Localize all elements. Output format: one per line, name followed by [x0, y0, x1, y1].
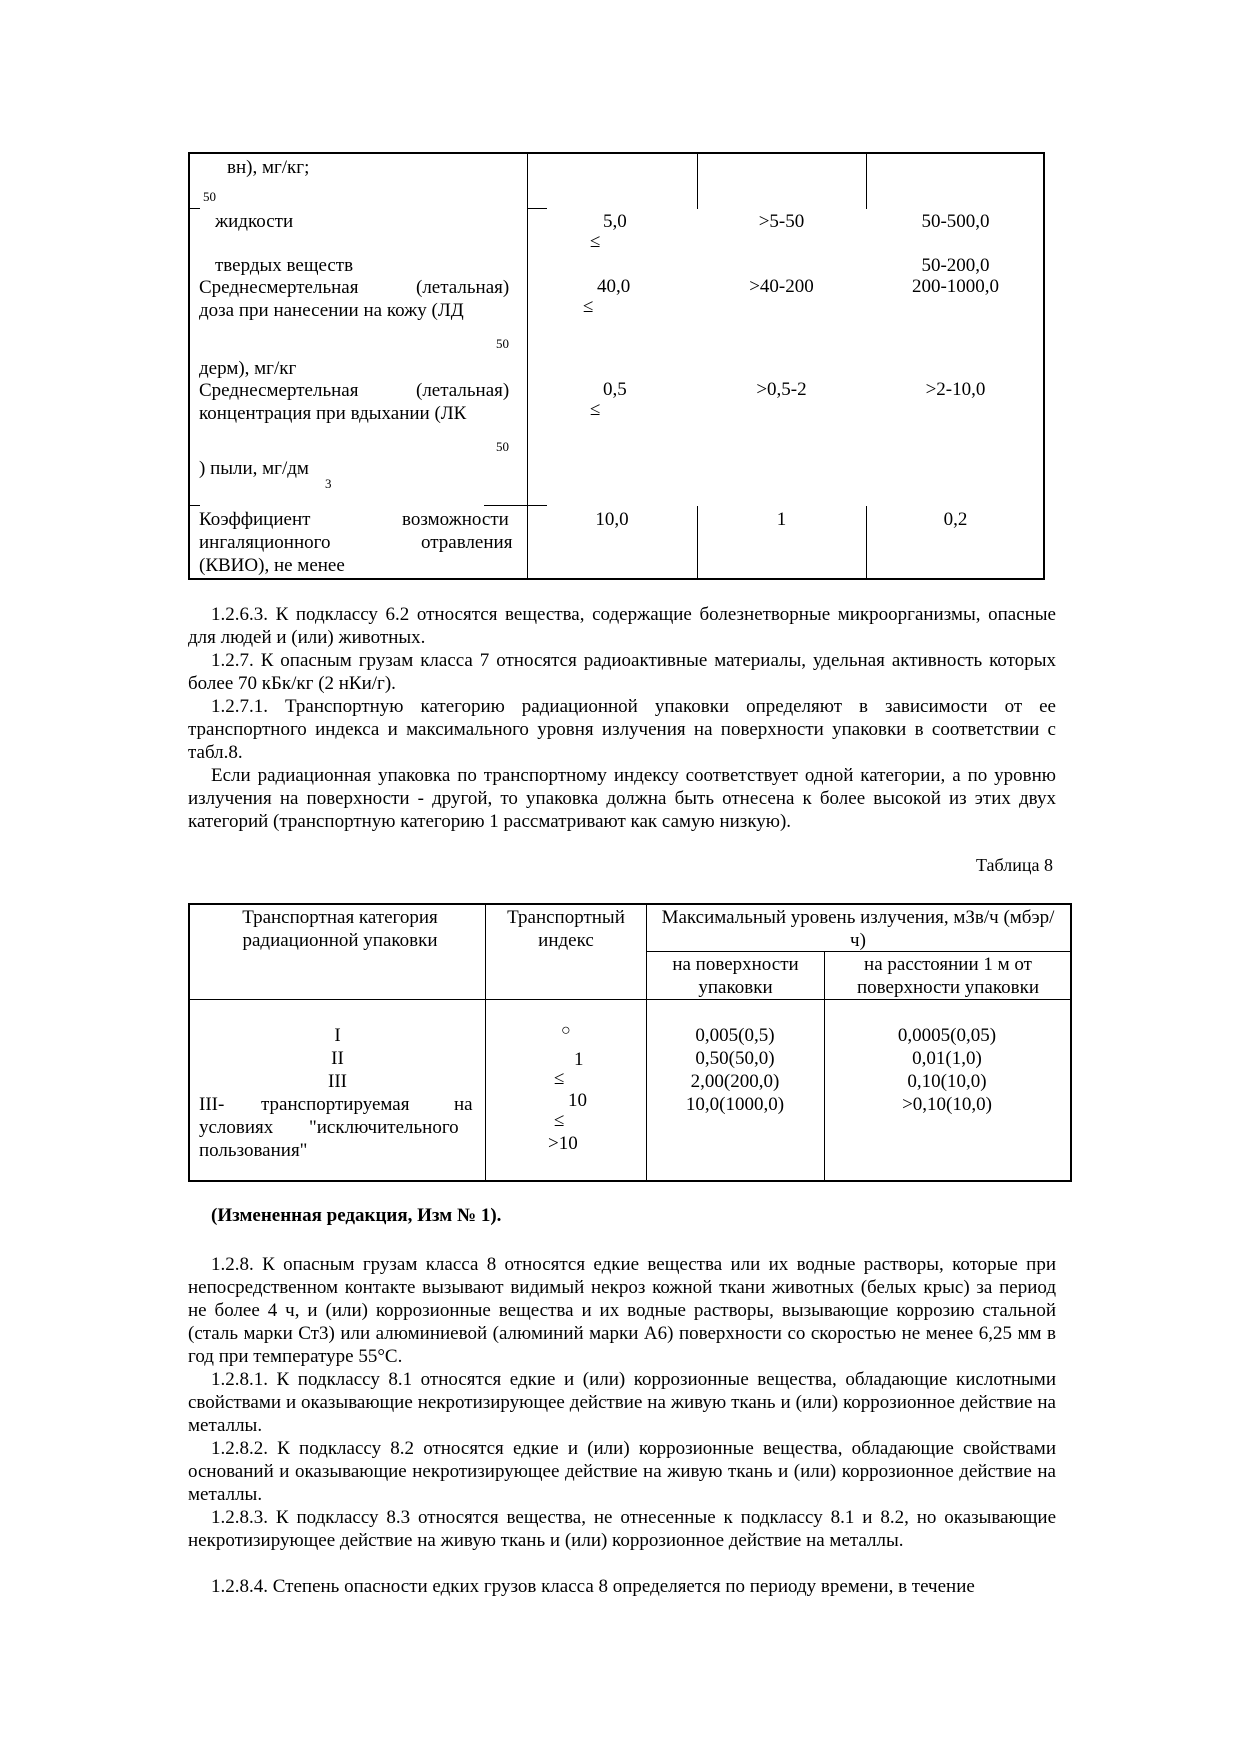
- surface-value: 2,00(200,0): [690, 1071, 780, 1092]
- category-value: III: [328, 1071, 347, 1092]
- paragraph: 1.2.8.4. Степень опасности едких грузов класса 8 определяется по периоду времени, в течение: [211, 1576, 975, 1597]
- cell-value: 0,5: [603, 379, 627, 400]
- paragraph: 1.2.6.3. К подклассу 6.2 относятся вещества, содержащие болезнетворные микроорганизмы, опасные для людей и (или) животных.: [188, 604, 1056, 648]
- table-caption: Таблица 8: [976, 855, 1053, 875]
- paragraph: 1.2.8.3. К подклассу 8.3 относятся вещества, не отнесенные к подклассу 8.1 и 8.2, но оказывающие некротизирующее действие на живую ткань и (или) коррозионное действие на металлы.: [188, 1507, 1056, 1551]
- category-value: III-: [199, 1094, 225, 1115]
- distance-value: 0,0005(0,05): [897, 1025, 997, 1046]
- paragraph: 1.2.7. К опасным грузам класса 7 относятся радиоактивные материалы, удельная активность которых более 70 кБк/кг (2 нКи/г).: [188, 650, 1056, 694]
- header-index: Транспортный индекс: [507, 907, 625, 951]
- category-value: на: [454, 1094, 473, 1115]
- row-label: отравления: [421, 532, 513, 553]
- cell-value: 40,0: [597, 276, 631, 297]
- category-value: "исключительного: [309, 1117, 459, 1138]
- row-label: (летальная): [416, 277, 510, 298]
- cell-value: >2-10,0: [925, 379, 986, 400]
- table-column-divider: [697, 154, 698, 209]
- row-label: (летальная): [416, 380, 510, 401]
- table-row-divider: [527, 208, 547, 209]
- header-distance: на расстоянии 1 м от поверхности упаковки: [857, 954, 1039, 998]
- row-label: Коэффициент: [199, 509, 311, 530]
- row-label: твердых веществ: [215, 255, 354, 276]
- cell-value: 5,0: [603, 211, 627, 232]
- le-sign: ≤: [583, 296, 594, 317]
- distance-value: 0,10(10,0): [907, 1071, 987, 1092]
- le-sign: ≤: [554, 1068, 565, 1089]
- subscript: 50: [203, 189, 216, 204]
- row-label: Среднесмертельная: [199, 277, 359, 298]
- table-row-divider: [190, 505, 200, 506]
- row-label: доза при нанесении на кожу (ЛД: [199, 300, 464, 321]
- category-value: пользования": [199, 1140, 308, 1161]
- header-category: Транспортная категория радиационной упаковки: [242, 907, 438, 951]
- category-value: I: [334, 1025, 341, 1046]
- cell-value: 200-1000,0: [911, 276, 1000, 297]
- index-value: ○: [561, 1022, 571, 1039]
- index-value: >10: [548, 1133, 578, 1154]
- distance-value: 0,01(1,0): [912, 1048, 982, 1069]
- table-column-divider: [485, 905, 486, 1180]
- category-value: транспортируемая: [261, 1094, 410, 1115]
- surface-value: 10,0(1000,0): [685, 1094, 785, 1115]
- cell-value: >5-50: [758, 211, 805, 232]
- row-label: Среднесмертельная: [199, 380, 359, 401]
- index-value: 10: [568, 1090, 587, 1111]
- row-label: (КВИО), не менее: [199, 555, 345, 576]
- surface-value: 0,50(50,0): [695, 1048, 775, 1069]
- table-row-divider: [527, 505, 547, 506]
- paragraph: 1.2.8.1. К подклассу 8.1 относятся едкие и (или) коррозионные вещества, обладающие кислотными свойствами и оказывающие некротизирующее действие на живую ткань и (или) коррозионное действие на металлы.: [188, 1369, 1056, 1436]
- header-max-level: Максимальный уровень излучения, мЗв/ч (мбэр/ч): [661, 907, 1055, 951]
- table-column-divider: [866, 154, 867, 209]
- paragraph: 1.2.8. К опасным грузам класса 8 относятся едкие вещества или их водные растворы, которые при непосредственном контакте вызывают видимый некроз кожной ткани животных (белых крыс) за период не более 4 ч, и (или) коррозионные вещества и их водные растворы, вызывающие коррозию стальной (сталь марки Ст3) или алюминиевой (алюминий марки А6) поверхности со скоростью не менее 6,25 мм в год при температуре 55°С.: [188, 1254, 1056, 1367]
- paragraph: 1.2.8.2. К подклассу 8.2 относятся едкие и (или) коррозионные вещества, обладающие свойствами оснований и оказывающие некротизирующее действие на живую ткань и (или) коррозионное действие на металлы.: [188, 1438, 1056, 1505]
- cell-value: 1: [776, 509, 787, 530]
- le-sign: ≤: [554, 1110, 565, 1131]
- distance-value: >0,10(10,0): [902, 1094, 992, 1115]
- le-sign: ≤: [590, 231, 601, 252]
- cell-value: 50-200,0: [921, 255, 990, 276]
- paragraph: 1.2.7.1. Транспортную категорию радиационной упаковки определяют в зависимости от ее транспортного индекса и максимального уровня излучения на поверхности упаковки в соответствии с табл.8.: [188, 696, 1056, 763]
- cell-value: >40-200: [749, 276, 814, 297]
- cell-value: 0,2: [943, 509, 968, 530]
- row-label: возможности: [402, 509, 509, 530]
- row-label: дерм), мг/кг: [199, 358, 297, 379]
- subscript: 50: [496, 439, 509, 454]
- row-label: концентрация при вдыхании (ЛК: [199, 403, 467, 424]
- le-sign: ≤: [590, 399, 601, 420]
- table-row-divider: [190, 999, 1070, 1000]
- table-row-divider: [484, 505, 527, 506]
- cell-value: >0,5-2: [756, 379, 807, 400]
- category-value: условиях: [199, 1117, 274, 1138]
- cell-value: 10,0: [595, 509, 629, 530]
- header-surface: на поверхности упаковки: [672, 954, 799, 998]
- surface-value: 0,005(0,5): [695, 1025, 775, 1046]
- row-label: жидкости: [215, 211, 294, 232]
- index-value: 1: [574, 1049, 584, 1070]
- superscript: 3: [325, 476, 332, 491]
- amendment-note: (Измененная редакция, Изм № 1).: [211, 1205, 502, 1226]
- toxicity-table: [188, 152, 1045, 580]
- paragraph: Если радиационная упаковка по транспортному индексу соответствует одной категории, а по уровню излучения на поверхности - другой, то упаковка должна быть отнесена к более высокой из этих двух категорий (транспортную категорию 1 рассматривают как самую низкую).: [188, 765, 1056, 832]
- category-value: II: [331, 1048, 344, 1069]
- row-label: ) пыли, мг/дм: [199, 458, 309, 479]
- radiation-category-table: [188, 903, 1072, 1182]
- cell-value: 50-500,0: [921, 211, 990, 232]
- row-label: ингаляционного: [199, 532, 331, 553]
- subscript: 50: [496, 336, 509, 351]
- table-row-divider: [190, 208, 200, 209]
- row-label: вн), мг/кг;: [227, 157, 310, 178]
